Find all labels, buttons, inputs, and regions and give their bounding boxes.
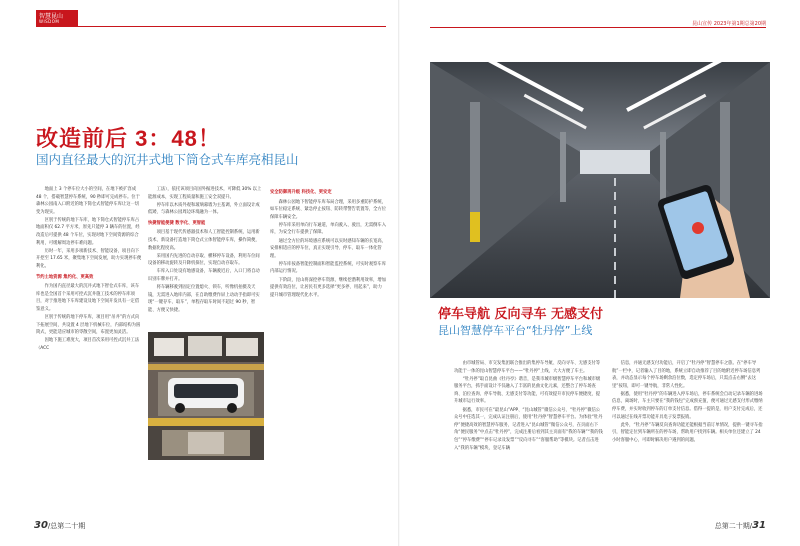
section-heading: 快捷智能便捷 数字化、更智能: [148, 220, 206, 226]
article-subhead: 国内直径最大的沉井式地下筒仓式车库亮相昆山: [36, 152, 299, 167]
parking-app-photo: [430, 62, 770, 298]
header-rule: [430, 27, 766, 28]
paragraph: 地面上 3 个停车位大小的空间，在地下被扩容成 48 个，搭载智慧停车系统，90 秒即可完成停车。位于森林公园南入口附近的地下筒仓式智能停车库让这一切变为现实。: [36, 187, 140, 215]
article-headline: 改造前后 3：48！: [36, 126, 221, 151]
paragraph: 因地下施工难度大，项目首次采用可控式沉井工法（ACC: [36, 338, 140, 351]
paragraph: 由市城管局、市交发集团联合推出的集停车导航、反向寻车、无感支付等功能于一体的昆山智慧停车平台——“牡丹停”上线，大大方便了车主。: [454, 361, 601, 374]
paragraph: 停车库以木质外观和玻璃幕墙为主基调，外立面设计成低矮、与森林公园周边环境融为一体。: [148, 202, 260, 216]
article-banner: [430, 300, 780, 340]
folio-left: [34, 520, 85, 531]
paragraph: 将车辆移驶到固定位置熄火、锁车，听像机拍摄及天镜，无需进入地库内部，在自助缴费作屏上动动手指即可实现“一键存车、取车”，单程存取车时间不超过 90 秒，智能、方便又快捷。: [148, 285, 260, 313]
article-column-5: [612, 360, 766, 445]
section-tag-en: WISDOM: [39, 19, 60, 24]
paragraph: 停车库采用单向行车通道，单向驶入、驶出，无需倒车入库，为安全行车提供了保障。: [270, 222, 387, 236]
paragraph: 信息，并通无感支付功能后，开启了“牡丹停”智慧停车之旅。在“停车导航”一栏中，记者输入了目的地，系统立即自动推荐了目的地附近停车场信息列表，并动态显示每个停车场剩余泊位数，选定停车场后，只需点击右侧“去这里”按钮，即可一键导航，非常人性化。: [612, 361, 761, 389]
section-tag: [36, 10, 78, 26]
folio-label: 总第二十期/: [714, 522, 753, 530]
page-number: 31: [752, 520, 766, 531]
garage-lift-photo: [148, 332, 264, 460]
header-rule: [36, 26, 386, 27]
article-column-3: [270, 186, 386, 300]
paragraph: 项目基于现代传感器技术和人工智能控制系统，运用新技术、新设备打造地下筒仓式立体智能停车库，操作简便，数据化程度高。: [148, 230, 260, 251]
section-heading: 安全防御再升级 科技化、更安定: [270, 190, 332, 195]
section-heading: 节约土地资源 集约化、更高效: [36, 274, 94, 280]
paragraph: 下阶段，昆山将深挖停车资源，继续挖潜利用效率，增加提供有效泊位，让居民有更多选择“更多停、用起来”，助力提升城市管理现代化水平。: [270, 277, 387, 298]
paragraph: 此外，“牡丹停”车辆反向查询功能还能根据当前订单情况，提供一键寻车指引，智能定位到车辆所在的停车场，帮助用户找到车辆。相关单位还建立了 24 小时客服中心，可即时解决用户遇到的问题。: [612, 422, 763, 443]
banner-title: 停车导航 反向寻车 无感支付: [438, 307, 604, 322]
paragraph: 工法），依托该项目向国外掘进技术，可降低 30% 以上能源成本，实现工程质量和施工安全双提升。: [148, 187, 262, 200]
paragraph: 采用国内先进的自动存取、横移停车设备，利用车位间设备的移动旋转及升降机探位，实现自动存取车。: [148, 253, 260, 267]
paragraph: 区别于传统的地下车库，地下筒仓式智能停车库占地面积仅 62.7 平方米，原先只能停 3 辆车的位置，经改造后可提供 48 个车位，实现对地下空间资源的综合利用，可缓解周边停车难问题。: [36, 217, 140, 246]
folio-label: /总第二十期: [47, 522, 86, 530]
article-column-2: [148, 186, 262, 315]
page-number: 30: [34, 520, 48, 531]
article-column-1: [36, 186, 142, 353]
header-tag-label: 昆山宣传 2023年第1期总第20期: [692, 21, 766, 27]
paragraph: 据悉，市民可在“最昆山”APP、“昆山城管”微信公众号、“牡丹停”微信公众号中任选其一，完成认证注册后，使用“牡丹停”智慧停车平台。为体验“牡丹停”便捷高效的智慧停车服务，记者进入“昆山城管”微信公众号，在页面右下角“便民服务”中点击“牡丹停”，完成注册后看到其主页面有“我的车辆”“我的钱包”“停车缴费”“停车记录及发票”“反向寻车”“客服帮助”等模块。记者点击进入“我的车辆”模块，登记车辆: [454, 407, 603, 451]
right-page: [400, 0, 800, 546]
banner-subtitle: 昆山智慧停车平台“牡丹停”上线: [438, 324, 593, 337]
header-tag: [692, 20, 766, 27]
paragraph: “牡丹停”取自昆曲《牡丹亭》谐音，是我市城市级智慧停车平台和城市级服务平台，抓手面设计不仅融入了丰富的昆曲文化元素，还整合了停车场查询、泊位查询、停车导航、无感支付等功能，可有效提升市民停车便捷度，提升城市运行效率。: [454, 376, 601, 405]
article-column-4: [454, 360, 604, 453]
paragraph: 通过全方位的环境感应系统可以实时感知车辆的长宽高，安排相适应的停车位，真正实现引导、停车、取车一体化管理。: [270, 238, 387, 259]
paragraph: 车库入口处设有地感设备，车辆驶近后，入口门将自动识别车牌并打开。: [148, 269, 260, 283]
paragraph: 区别于传统的地下停车库，项目用“吊井”的方式向下拓展空间，共设置 4 层地下机械车位，内部结构为圆筒式，更能适应城市的零散空间，布置更加灵活。: [36, 315, 141, 336]
paragraph: 据悉，使用“牡丹停”的车辆进入停车场后，停车系统会自动记录车辆的进场信息，离场时，车主只要在“我的钱包”完成预充值，便可通过无感支付形式缴纳停车费，并实时收到停车的订单支付信息。借得一提的是，用户支付完成后，还可以通过在线开票功能开具电子发票报销。: [612, 391, 763, 420]
paragraph: 森林公园地下智能停车库布局合理，采用多重防护系统，如车位稳定系统、紧急停止按钮、防转带警告装置等，全方位保障车辆安全。: [270, 199, 387, 220]
section-tag-label: 智慧昆山: [39, 13, 64, 20]
folio-right: [715, 520, 766, 531]
paragraph: 历时一年，采用多项新技术、智能设备，项目向下开挖至 17.65 米，聚集地下空间发展，助力实现停车便利化。: [36, 248, 142, 269]
paragraph: 作为国内直径最大的沉井式地下智仓式车库，该车库也是全国首个采用可控式沉井施工技术的停车库项目，对于推进地下车库建设及地下空间开发具有一定借鉴意义。: [36, 284, 140, 312]
paragraph: 停车库按备智能控制面和智能监控系统，可实时观察车库内部运行情况。: [270, 261, 387, 275]
